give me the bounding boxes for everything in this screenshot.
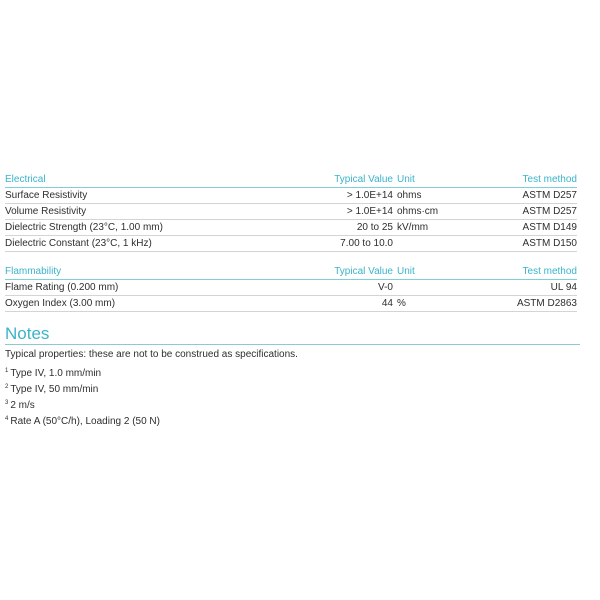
- flammability-table: [5, 266, 577, 312]
- footnote-text: Type IV, 50 mm/min: [10, 384, 99, 395]
- property-name: Oxygen Index (3.00 mm): [5, 296, 291, 312]
- property-unit: [397, 280, 477, 296]
- electrical-section: [5, 174, 577, 252]
- footnote-marker: 3: [5, 400, 9, 406]
- property-name: Flame Rating (0.200 mm): [5, 280, 291, 296]
- property-name: Volume Resistivity: [5, 204, 291, 220]
- property-unit: kV/mm: [397, 220, 477, 236]
- table-header-row: [5, 266, 577, 280]
- footnote-item: [5, 395, 580, 411]
- property-unit: %: [397, 296, 477, 312]
- property-value: 7.00 to 10.0: [291, 236, 397, 252]
- electrical-table: [5, 174, 577, 252]
- property-name: Surface Resistivity: [5, 188, 291, 204]
- property-test-method: ASTM D2863: [477, 296, 577, 312]
- notes-heading: Notes: [5, 325, 580, 345]
- property-test-method: ASTM D150: [477, 236, 577, 252]
- footnote-marker: 2: [5, 384, 9, 390]
- footnote-item: [5, 411, 580, 427]
- column-header-unit: Unit: [397, 174, 477, 188]
- notes-body: [5, 347, 580, 427]
- property-test-method: UL 94: [477, 280, 577, 296]
- column-header-test-method: Test method: [477, 174, 577, 188]
- notes-intro: Typical properties: these are not to be construed as specifications.: [5, 349, 298, 360]
- property-name: Dielectric Constant (23°C, 1 kHz): [5, 236, 291, 252]
- footnote-item: [5, 379, 580, 395]
- footnote-item: [5, 363, 580, 379]
- property-test-method: ASTM D257: [477, 204, 577, 220]
- table-row: [5, 280, 577, 296]
- footnote-text: Type IV, 1.0 mm/min: [10, 368, 102, 379]
- table-row: [5, 204, 577, 220]
- table-row: [5, 220, 577, 236]
- property-unit: [397, 236, 477, 252]
- column-header-typical-value: Typical Value: [291, 266, 397, 280]
- section-heading-flammability: Flammability: [5, 266, 291, 280]
- section-heading-electrical: Electrical: [5, 174, 291, 188]
- flammability-section: [5, 266, 577, 312]
- property-unit: ohms·cm: [397, 204, 477, 220]
- footnote-marker: 1: [5, 368, 9, 374]
- footnote-text: Rate A (50°C/h), Loading 2 (50 N): [10, 416, 160, 427]
- property-value: 20 to 25: [291, 220, 397, 236]
- property-value: V-0: [291, 280, 397, 296]
- property-value: > 1.0E+14: [291, 188, 397, 204]
- property-test-method: ASTM D257: [477, 188, 577, 204]
- column-header-typical-value: Typical Value: [291, 174, 397, 188]
- property-name: Dielectric Strength (23°C, 1.00 mm): [5, 220, 291, 236]
- footnote-text: 2 m/s: [10, 400, 35, 411]
- table-row: [5, 236, 577, 252]
- property-unit: ohms: [397, 188, 477, 204]
- table-row: [5, 296, 577, 312]
- table-row: [5, 188, 577, 204]
- property-test-method: ASTM D149: [477, 220, 577, 236]
- column-header-test-method: Test method: [477, 266, 577, 280]
- column-header-unit: Unit: [397, 266, 477, 280]
- property-value: 44: [291, 296, 397, 312]
- footnote-marker: 4: [5, 416, 9, 422]
- table-header-row: [5, 174, 577, 188]
- property-value: > 1.0E+14: [291, 204, 397, 220]
